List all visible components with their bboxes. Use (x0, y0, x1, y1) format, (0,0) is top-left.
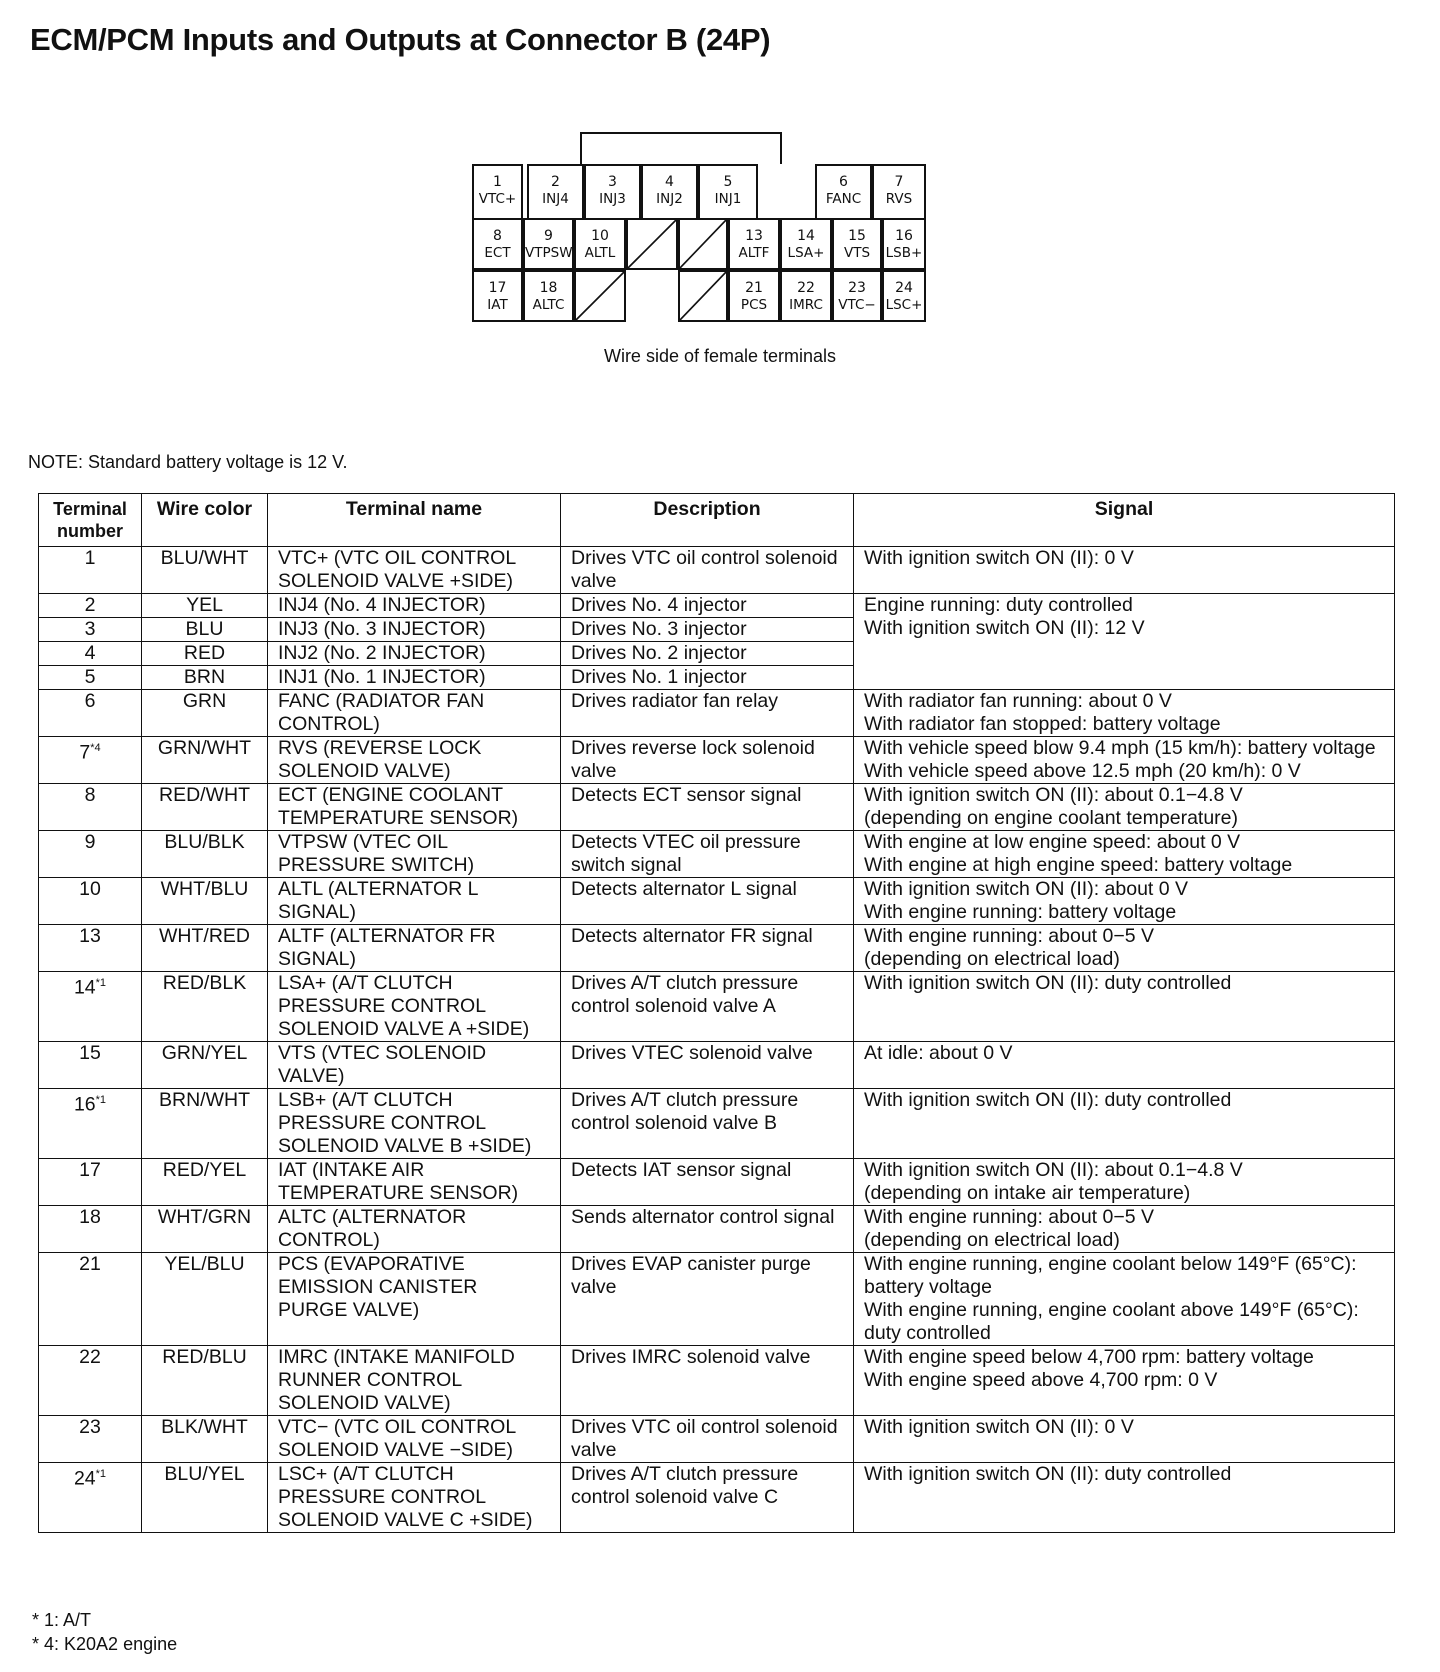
pin-number: 3 (608, 174, 617, 190)
signal: With ignition switch ON (II): about 0.1−4.8 V (depending on engine coolant temperature) (854, 784, 1395, 831)
connector-pin (832, 218, 882, 270)
pin-number: 13 (745, 228, 763, 244)
table-row (39, 784, 1395, 831)
connector-pin (728, 218, 780, 270)
terminal-number: 9 (84, 831, 96, 853)
signal: With ignition switch ON (II): 0 V (854, 1416, 1395, 1463)
pin-number: 16 (895, 228, 913, 244)
pin-number: 6 (839, 174, 848, 190)
terminal-number-cell (39, 1416, 142, 1463)
unused-cavity (574, 270, 626, 322)
pin-number: 15 (848, 228, 866, 244)
pin-number: 4 (665, 174, 674, 190)
wire-color: BLU (142, 618, 268, 642)
pin-name: FANC (825, 191, 862, 207)
terminal-number-cell (39, 1206, 142, 1253)
connector-pin (472, 164, 523, 221)
signal: With ignition switch ON (II): about 0 V With engine running: battery voltage (854, 878, 1395, 925)
signal: With ignition switch ON (II): duty controlled (854, 1463, 1395, 1533)
terminal-number-cell (39, 831, 142, 878)
pin-number: 7 (894, 174, 904, 190)
pin-name: LSC+ (885, 297, 923, 313)
terminal-number: 5 (84, 666, 96, 688)
terminal-number-cell (39, 690, 142, 737)
pin-name: VTS (843, 245, 871, 261)
signal: With radiator fan running: about 0 V With radiator fan stopped: battery voltage (854, 690, 1395, 737)
wire-color: WHT/BLU (142, 878, 268, 925)
header-terminal-number: Terminal number (39, 494, 142, 547)
wire-color: YEL/BLU (142, 1253, 268, 1346)
footnote-1: * 1: A/T (32, 1610, 92, 1630)
connector-pin (698, 164, 758, 221)
wire-color: BRN/WHT (142, 1089, 268, 1159)
terminal-name: VTS (VTEC SOLENOID VALVE) (268, 1042, 561, 1089)
footnote-ref: *1 (95, 977, 107, 989)
header-description: Description (561, 494, 854, 547)
page-title: ECM/PCM Inputs and Outputs at Connector B (24P) (30, 22, 771, 57)
terminal-name: VTC+ (VTC OIL CONTROL SOLENOID VALVE +SIDE) (268, 547, 561, 594)
connector-lock-tab (580, 132, 782, 164)
terminal-number-cell (39, 784, 142, 831)
wire-color: WHT/RED (142, 925, 268, 972)
pin-name: IAT (487, 297, 508, 313)
terminal-number-cell (39, 925, 142, 972)
terminal-number-cell (39, 594, 142, 618)
pin-name: RVS (885, 191, 913, 207)
terminal-number-cell (39, 547, 142, 594)
header-signal: Signal (854, 494, 1395, 547)
pin-number: 14 (797, 228, 815, 244)
footnote-ref: *1 (95, 1468, 107, 1480)
description: Drives VTC oil control solenoid valve (561, 547, 854, 594)
signal: With engine speed below 4,700 rpm: battery voltage With engine speed above 4,700 rpm: 0 V (854, 1346, 1395, 1416)
wire-color: WHT/GRN (142, 1206, 268, 1253)
signal: With ignition switch ON (II): about 0.1−4.8 V (depending on intake air temperature) (854, 1159, 1395, 1206)
wire-color: BLU/BLK (142, 831, 268, 878)
pin-name: LSB+ (885, 245, 923, 261)
pin-name: INJ4 (542, 191, 569, 207)
pin-name: VTC+ (478, 191, 517, 207)
pin-number: 18 (539, 280, 558, 296)
pin-name: LSA+ (787, 245, 825, 261)
terminal-name: FANC (RADIATOR FAN CONTROL) (268, 690, 561, 737)
table-row (39, 1042, 1395, 1089)
description: Drives A/T clutch pressure control solenoid valve C (561, 1463, 854, 1533)
connector-pin (527, 164, 584, 221)
pin-number: 21 (745, 280, 763, 296)
connector-pin (832, 270, 882, 322)
terminal-number: 15 (79, 1042, 101, 1064)
table-row (39, 831, 1395, 878)
connector-pin (882, 218, 926, 270)
description: Detects alternator FR signal (561, 925, 854, 972)
description: Drives IMRC solenoid valve (561, 1346, 854, 1416)
terminal-number: 14 (73, 976, 96, 999)
terminal-number: 16 (73, 1093, 96, 1116)
terminal-name: INJ3 (No. 3 INJECTOR) (268, 618, 561, 642)
unused-cavity (678, 218, 728, 270)
connector-pin (815, 164, 872, 221)
terminal-number: 7 (79, 741, 91, 764)
signal: With ignition switch ON (II): duty controlled (854, 972, 1395, 1042)
terminal-number: 23 (79, 1416, 101, 1438)
pin-number: 17 (488, 280, 507, 296)
description: Drives A/T clutch pressure control solenoid valve B (561, 1089, 854, 1159)
connector-pin (523, 218, 574, 270)
terminal-number: 22 (79, 1346, 101, 1368)
signal: Engine running: duty controlled With ignition switch ON (II): 12 V (854, 594, 1395, 690)
terminal-name: LSC+ (A/T CLUTCH PRESSURE CONTROL SOLENOID VALVE C +SIDE) (268, 1463, 561, 1533)
terminal-number: 1 (84, 547, 96, 569)
pin-number: 2 (551, 174, 560, 190)
description: Drives reverse lock solenoid valve (561, 737, 854, 784)
wire-color: BLK/WHT (142, 1416, 268, 1463)
pin-name: INJ2 (656, 191, 683, 207)
signal: With engine running: about 0−5 V (depending on electrical load) (854, 925, 1395, 972)
table-row (39, 690, 1395, 737)
terminal-number-cell (39, 1253, 142, 1346)
terminal-number-cell (39, 972, 142, 1042)
connector-pin (523, 270, 574, 322)
terminal-name: ECT (ENGINE COOLANT TEMPERATURE SENSOR) (268, 784, 561, 831)
connector-caption: Wire side of female terminals (603, 346, 837, 366)
connector-pin (780, 270, 832, 322)
signal: With engine running, engine coolant below 149°F (65°C): battery voltage With engine running, engine coolant above 149°F (65°C): duty controlled (854, 1253, 1395, 1346)
pin-name: IMRC (789, 297, 823, 313)
terminal-number: 3 (84, 618, 96, 640)
connector-pin (780, 218, 832, 270)
connector-pin (584, 164, 641, 221)
terminal-number-cell (39, 1089, 142, 1159)
table-row (39, 925, 1395, 972)
table-row (39, 1416, 1395, 1463)
pin-name: VTPSW (525, 245, 573, 261)
pin-number: 10 (591, 228, 609, 244)
header-wire-color: Wire color (142, 494, 268, 547)
wire-color: BLU/YEL (142, 1463, 268, 1533)
wire-color: GRN/YEL (142, 1042, 268, 1089)
wire-color: RED (142, 642, 268, 666)
table-row (39, 547, 1395, 594)
table-row (39, 1089, 1395, 1159)
description: Detects alternator L signal (561, 878, 854, 925)
pin-number: 5 (723, 174, 733, 190)
wire-color: GRN (142, 690, 268, 737)
footnote-ref: *4 (90, 742, 101, 754)
description: Drives No. 4 injector (561, 594, 854, 618)
description: Drives VTEC solenoid valve (561, 1042, 854, 1089)
pin-number: 1 (493, 174, 502, 190)
wire-color: RED/WHT (142, 784, 268, 831)
terminal-number: 13 (79, 925, 101, 947)
description: Drives EVAP canister purge valve (561, 1253, 854, 1346)
description: Sends alternator control signal (561, 1206, 854, 1253)
terminal-number: 17 (79, 1159, 101, 1181)
signal: With vehicle speed blow 9.4 mph (15 km/h): battery voltage With vehicle speed above 12.5 mph (20 km/h): 0 V (854, 737, 1395, 784)
terminal-name: RVS (REVERSE LOCK SOLENOID VALVE) (268, 737, 561, 784)
terminal-name: IAT (INTAKE AIR TEMPERATURE SENSOR) (268, 1159, 561, 1206)
terminal-number: 24 (73, 1467, 96, 1490)
terminal-name: PCS (EVAPORATIVE EMISSION CANISTER PURGE VALVE) (268, 1253, 561, 1346)
unused-cavity (678, 270, 728, 322)
wire-color: RED/BLU (142, 1346, 268, 1416)
connector-pin (472, 270, 523, 322)
table-row (39, 972, 1395, 1042)
pin-name: ALTF (738, 245, 770, 261)
terminal-name: ALTL (ALTERNATOR L SIGNAL) (268, 878, 561, 925)
pin-number: 24 (895, 280, 913, 296)
description: Drives radiator fan relay (561, 690, 854, 737)
terminal-number: 21 (79, 1253, 101, 1275)
terminal-number-cell (39, 1346, 142, 1416)
description: Drives No. 3 injector (561, 618, 854, 642)
header-terminal-name: Terminal name (268, 494, 561, 547)
description: Detects VTEC oil pressure switch signal (561, 831, 854, 878)
connector-pin (472, 218, 523, 270)
wire-color: GRN/WHT (142, 737, 268, 784)
table-header-row (39, 494, 1395, 547)
terminal-name: INJ1 (No. 1 INJECTOR) (268, 666, 561, 690)
footnote-ref: *1 (95, 1094, 107, 1106)
pin-name: ECT (484, 245, 511, 261)
signal-table (38, 493, 1395, 1533)
terminal-number-cell (39, 1159, 142, 1206)
terminal-number-cell (39, 737, 142, 784)
terminal-name: ALTF (ALTERNATOR FR SIGNAL) (268, 925, 561, 972)
pin-number: 23 (848, 280, 866, 296)
description: Detects ECT sensor signal (561, 784, 854, 831)
table-row (39, 594, 1395, 618)
connector-pin (641, 164, 698, 221)
pin-number: 8 (493, 228, 502, 244)
terminal-number: 6 (84, 690, 96, 712)
terminal-number-cell (39, 878, 142, 925)
pin-name: ALTC (532, 297, 565, 313)
description: Detects IAT sensor signal (561, 1159, 854, 1206)
pin-name: PCS (740, 297, 768, 313)
signal: With engine at low engine speed: about 0 V With engine at high engine speed: battery voltage (854, 831, 1395, 878)
connector-pin (872, 164, 926, 221)
table-row (39, 1159, 1395, 1206)
pin-name: INJ1 (714, 191, 742, 207)
pin-name: VTC− (838, 297, 876, 313)
terminal-number-cell (39, 666, 142, 690)
terminal-number-cell (39, 1463, 142, 1533)
table-row (39, 878, 1395, 925)
connector-pin (574, 218, 626, 270)
signal: With engine running: about 0−5 V (depending on electrical load) (854, 1206, 1395, 1253)
terminal-name: LSA+ (A/T CLUTCH PRESSURE CONTROL SOLENOID VALVE A +SIDE) (268, 972, 561, 1042)
signal: With ignition switch ON (II): 0 V (854, 547, 1395, 594)
terminal-number-cell (39, 642, 142, 666)
connector-pin (728, 270, 780, 322)
terminal-number: 4 (84, 642, 96, 664)
wire-color: YEL (142, 594, 268, 618)
connector-diagram (470, 130, 970, 330)
wire-color: BRN (142, 666, 268, 690)
terminal-name: INJ4 (No. 4 INJECTOR) (268, 594, 561, 618)
terminal-number: 10 (79, 878, 101, 900)
table-row (39, 1463, 1395, 1533)
terminal-name: VTPSW (VTEC OIL PRESSURE SWITCH) (268, 831, 561, 878)
wire-color: RED/YEL (142, 1159, 268, 1206)
description: Drives VTC oil control solenoid valve (561, 1416, 854, 1463)
unused-cavity (626, 218, 678, 270)
table-row (39, 737, 1395, 784)
terminal-name: ALTC (ALTERNATOR CONTROL) (268, 1206, 561, 1253)
description: Drives No. 2 injector (561, 642, 854, 666)
wire-color: BLU/WHT (142, 547, 268, 594)
terminal-number: 2 (84, 594, 96, 616)
pin-number: 22 (797, 280, 815, 296)
table-row (39, 1206, 1395, 1253)
wire-color: RED/BLK (142, 972, 268, 1042)
signal: With ignition switch ON (II): duty controlled (854, 1089, 1395, 1159)
pin-name: INJ3 (599, 191, 626, 207)
terminal-number: 18 (79, 1206, 101, 1228)
note: NOTE: Standard battery voltage is 12 V. (28, 452, 348, 472)
description: Drives No. 1 injector (561, 666, 854, 690)
terminal-number-cell (39, 1042, 142, 1089)
terminal-number-cell (39, 618, 142, 642)
terminal-name: LSB+ (A/T CLUTCH PRESSURE CONTROL SOLENOID VALVE B +SIDE) (268, 1089, 561, 1159)
footnote-4: * 4: K20A2 engine (32, 1634, 178, 1654)
terminal-name: INJ2 (No. 2 INJECTOR) (268, 642, 561, 666)
terminal-name: IMRC (INTAKE MANIFOLD RUNNER CONTROL SOLENOID VALVE) (268, 1346, 561, 1416)
connector-pin (882, 270, 926, 322)
pin-number: 9 (544, 228, 553, 244)
description: Drives A/T clutch pressure control solenoid valve A (561, 972, 854, 1042)
table-row (39, 1346, 1395, 1416)
terminal-name: VTC− (VTC OIL CONTROL SOLENOID VALVE −SIDE) (268, 1416, 561, 1463)
table-row (39, 1253, 1395, 1346)
pin-name: ALTL (584, 245, 616, 261)
signal: At idle: about 0 V (854, 1042, 1395, 1089)
terminal-number: 8 (84, 784, 96, 806)
